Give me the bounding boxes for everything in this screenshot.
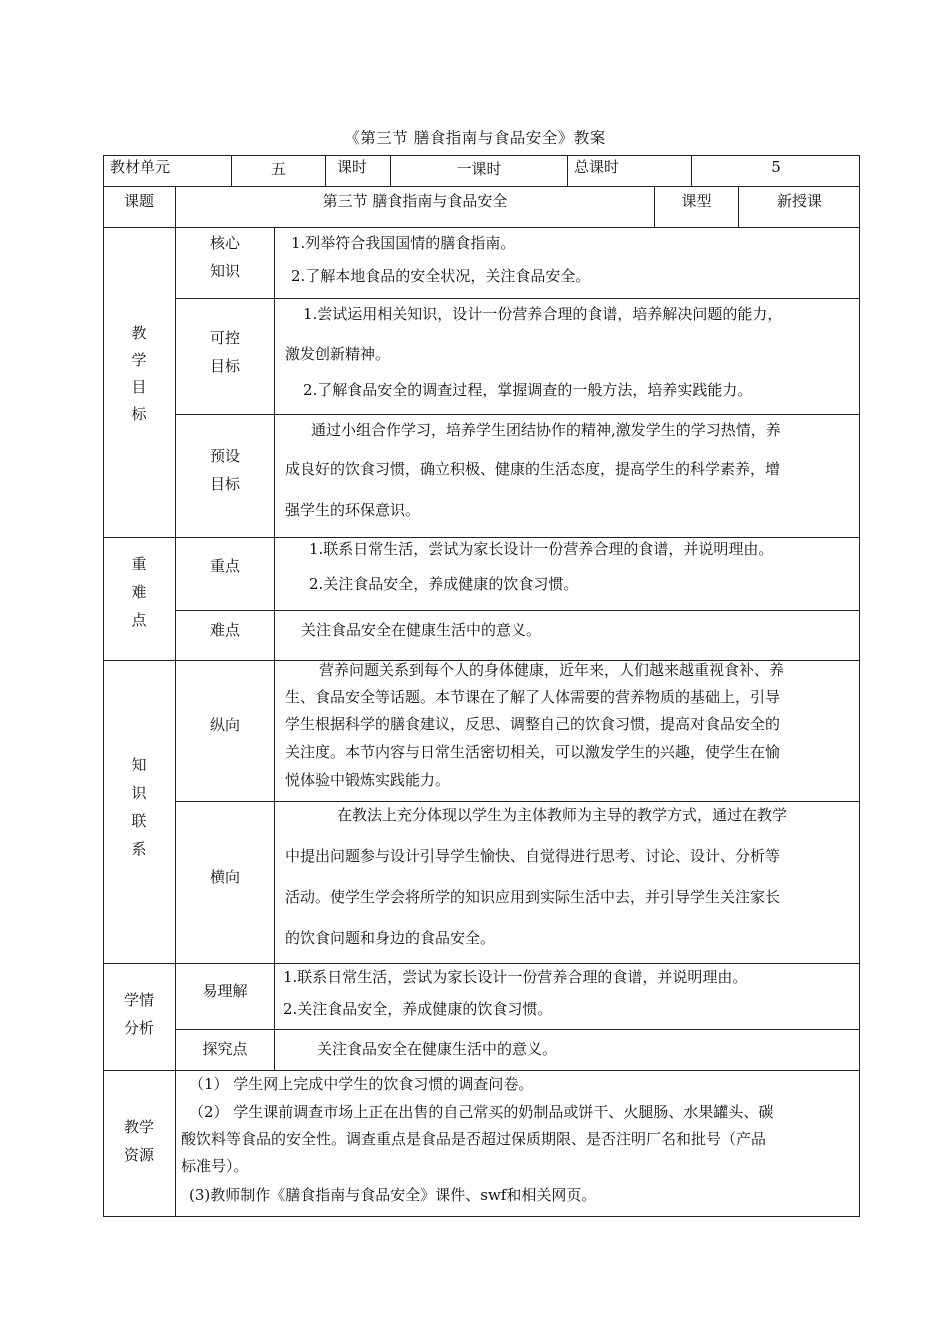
col-divider (274, 537, 275, 660)
preset-goal-line: 强学生的环保意识。 (285, 501, 421, 519)
lesson-type-label: 课型 (681, 192, 712, 210)
resource-line: （2） 学生课前调查市场上正在出售的自己常买的奶制品或饼干、火腿肠、水果罐头、碳 (189, 1103, 774, 1121)
unit-label: 教材单元 (110, 158, 171, 176)
horizontal-link-line: 的饮食问题和身边的食品安全。 (285, 929, 496, 947)
analysis-section-label: 学情 分析 (123, 991, 154, 1037)
row-divider (175, 1029, 860, 1030)
col-divider (567, 155, 568, 187)
resource-line: （1） 学生网上完成中学生的饮食习惯的调查问卷。 (189, 1075, 534, 1093)
controllable-goal-line: 激发创新精神。 (285, 345, 391, 363)
vertical-link-label: 纵向 (209, 716, 240, 734)
vertical-link-line: 关注度。本节内容与日常生活密切相关，可以激发学生的兴趣，使学生在愉 (285, 743, 781, 761)
horizontal-link-line: 在教法上充分体现以学生为主体教师为主导的教学方式，通过在教学 (337, 806, 788, 824)
preset-goal-line: 成良好的饮食习惯，确立积极、健康的生活态度，提高学生的科学素养，增 (285, 460, 781, 478)
explore-point-label: 探究点 (202, 1040, 248, 1058)
col-divider (325, 155, 326, 187)
topic-value: 第三节 膳食指南与食品安全 (322, 192, 508, 210)
explore-point-line: 关注食品安全在健康生活中的意义。 (317, 1040, 558, 1058)
vertical-link-line: 学生根据科学的膳食建议，反思、调整自己的饮食习惯，提高对食品安全的 (285, 715, 781, 733)
controllable-goal-label: 可控 目标 (209, 329, 240, 375)
core-knowledge-label: 核心 知识 (209, 234, 240, 280)
period-label: 课时 (337, 158, 368, 176)
difficult-point-line: 关注食品安全在健康生活中的意义。 (301, 621, 542, 639)
key-point-line: 1.联系日常生活，尝试为家长设计一份营养合理的食谱，并说明理由。 (309, 540, 774, 558)
core-knowledge-line: 2.了解本地食品的安全状况，关注食品安全。 (291, 267, 591, 285)
vertical-link-line: 生、食品安全等话题。本节课在了解了人体需要的营养物质的基础上，引导 (285, 688, 781, 706)
controllable-goal-line: 2.了解食品安全的调查过程，掌握调查的一般方法，培养实践能力。 (303, 381, 753, 399)
easy-point-line: 2.关注食品安全，养成健康的饮食习惯。 (283, 1000, 553, 1018)
vertical-link-line: 悦体验中锻炼实践能力。 (285, 771, 451, 789)
topic-label: 课题 (123, 192, 154, 210)
preset-goal-line: 通过小组合作学习，培养学生团结协作的精神,激发学生的学习热情，养 (311, 421, 781, 439)
row-divider (175, 298, 860, 299)
easy-point-line: 1.联系日常生活，尝试为家长设计一份营养合理的食谱，并说明理由。 (283, 968, 748, 986)
easy-point-label: 易理解 (202, 982, 248, 1000)
col-divider (274, 660, 275, 963)
document-title: 《第三节 膳食指南与食品安全》教案 (344, 129, 606, 147)
preset-goal-label: 预设 目标 (209, 447, 240, 493)
resource-line: 标准号）。 (181, 1157, 249, 1175)
total-period-value: 5 (771, 158, 781, 176)
col-divider (274, 227, 275, 537)
horizontal-link-label: 横向 (209, 868, 240, 886)
horizontal-link-line: 中提出问题参与设计引导学生愉快、自觉得进行思考、讨论、设计、分析等 (285, 847, 781, 865)
resource-line: 酸饮料等食品的安全性。调查重点是食品是否超过保质期限、是否注明厂名和批号（产品 (181, 1130, 767, 1148)
key-point-line: 2.关注食品安全，养成健康的饮食习惯。 (309, 575, 579, 593)
unit-value: 五 (270, 160, 286, 178)
knowledge-section-label: 知 识 联 系 (131, 756, 147, 858)
core-knowledge-line: 1.列举符合我国国情的膳食指南。 (291, 234, 516, 252)
total-period-label: 总课时 (574, 158, 620, 176)
horizontal-link-line: 活动。使学生学会将所学的知识应用到实际生活中去，并引导学生关注家长 (285, 888, 781, 906)
vertical-link-line: 营养问题关系到每个人的身体健康，近年来，人们越来越重视食补、养 (319, 661, 785, 679)
resource-line: (3)教师制作《膳食指南与食品安全》课件、swf和相关网页。 (189, 1186, 597, 1204)
goals-section-label: 教 学 目 标 (131, 324, 147, 423)
difficult-point-label: 难点 (209, 621, 240, 639)
row-divider (175, 610, 860, 611)
resources-section-label: 教学 资源 (123, 1118, 154, 1164)
difficulty-section-label: 重 难 点 (131, 555, 147, 629)
col-divider (274, 963, 275, 1070)
lesson-type-value: 新授课 (776, 192, 822, 210)
row-divider (175, 414, 860, 415)
period-value: 一课时 (456, 160, 502, 178)
controllable-goal-line: 1.尝试运用相关知识，设计一份营养合理的食谱，培养解决问题的能力， (303, 305, 783, 323)
row-divider (103, 227, 860, 228)
key-point-label: 重点 (209, 557, 240, 575)
